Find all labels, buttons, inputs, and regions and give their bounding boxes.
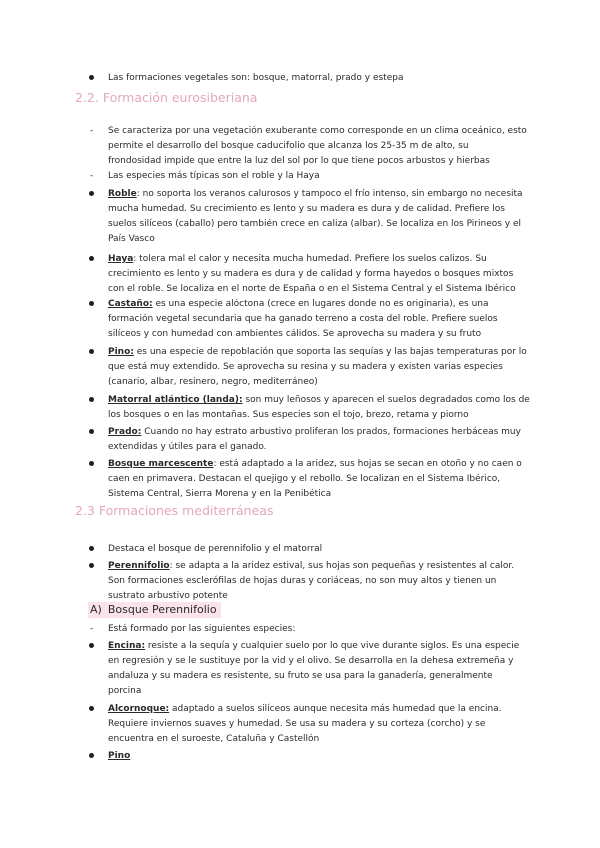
pino-term: Pino: [108,347,134,357]
alcornoque-term: Alcornoque: [108,704,170,714]
castano-text: es una especie alóctona (crece en lugares donde no es originaria), es una [152,299,489,309]
marcescente-term: Bosque marcescente [108,459,214,469]
encina-text: resiste a la sequía y cualquier suelo por lo que vive durante siglos. Es una especie [145,641,520,651]
paragraph-line: frondosidad impide que entre la luz del sol por lo que tiene pocos arbustos y hierbas [108,156,490,166]
prado-text: Cuando no hay estrato arbustivo proliferan los prados, formaciones herbáceas muy [141,427,521,437]
subsection-title: Bosque Perennifolio [107,603,217,616]
subsection-letter: A) [90,603,102,616]
bullet-icon [89,546,94,551]
haya-text: : tolera mal el calor y necesita mucha humedad. Prefiere los suelos calizos. Su [133,254,487,264]
bullet-icon [89,301,94,306]
paragraph-line: (canario, albar, resinero, negro, mediterráneo) [108,377,318,387]
bullet-icon [89,753,94,758]
dash-marker: - [90,624,94,634]
paragraph-line: sustrato arbustivo potente [108,591,228,601]
haya-term: Haya [108,254,134,264]
pino-mediterraneo-entry [108,750,130,762]
paragraph-line: extendidas y útiles para el ganado. [108,442,267,452]
paragraph-line: Son formaciones esclerófilas de hojas duras y coriáceas, no son muy altos y tienen un [108,576,497,586]
bullet-icon [89,643,94,648]
paragraph-line: País Vasco [108,234,155,244]
paragraph-line: encuentra en el suroeste, Cataluña y Castellón [108,734,320,744]
perennifolio-term: Perennifolio [108,561,170,571]
matorral-entry [108,394,530,406]
paragraph-line: en regresión y se le sustituye por la vid y el olivo. Se desarrolla en la dehesa extremeña y [108,656,514,666]
matorral-term: Matorral atlántico (landa): [108,395,243,405]
paragraph-line: Las especies más típicas son el roble y la Haya [108,171,320,181]
bullet-icon [89,706,94,711]
paragraph-line: suelos silíceos (caballo) pero también crece en caliza (albar). Se localiza en los Pirineos y el [108,219,522,229]
paragraph-line: caen en primavera. Destacan el quejigo y el rebollo. Se localizan en el Sistema Ibérico, [108,474,501,484]
bullet-icon [89,256,94,261]
bullet-icon [89,191,94,196]
pino-text: es una especie de repoblación que soporta las sequías y las bajas temperaturas por lo [133,347,527,357]
subsection-heading [88,602,221,618]
paragraph-line: permite el desarrollo del bosque caducifolio que alcanza los 25-35 m de alto, su [108,141,469,151]
pino-mediterraneo-term: Pino [108,751,131,761]
paragraph-line: Está formado por las siguientes especies: [108,624,296,634]
bullet-icon [89,75,94,80]
paragraph-line: porcina [108,686,142,696]
bullet-icon [89,397,94,402]
alcornoque-text: adaptado a suelos silíceos aunque necesita más humedad que la encina. [169,704,502,714]
paragraph-line: Requiere inviernos suaves y humedad. Se usa su madera y su corteza (corcho) y se [108,719,486,729]
castano-entry [108,298,489,310]
marcescente-text: : está adaptado a la aridez, sus hojas se secan en otoño y no caen o [213,459,522,469]
matorral-text: son muy leñosos y aparecen el suelos degradados como los de [242,395,530,405]
intro-text: Las formaciones vegetales son: bosque, matorral, prado y estepa [108,73,404,83]
dash-marker: - [90,126,94,136]
encina-entry [108,640,519,652]
roble-entry [108,188,523,200]
roble-term: Roble [108,189,137,199]
castano-term: Castaño: [108,299,153,309]
roble-text: : no soporta los veranos calurosos y tampoco el frío intenso, sin embargo no necesita [136,189,523,199]
alcornoque-entry [108,703,502,715]
destaca-text: Destaca el bosque de perennifolio y el matorral [108,544,323,554]
marcescente-entry [108,458,522,470]
prado-entry [108,426,521,438]
perennifolio-entry [108,560,514,572]
bullet-icon [89,349,94,354]
dash-marker: - [90,171,94,181]
pino-entry [108,346,527,358]
section-heading-mediterraneas: 2.3 Formaciones mediterráneas [75,503,274,518]
paragraph-line: que está muy extendido. Se aprovecha su resina y su madera y existen varias especies [108,362,503,372]
prado-term: Prado: [108,427,142,437]
encina-term: Encina: [108,641,146,651]
section-heading-eurosiberiana: 2.2. Formación eurosiberiana [75,90,258,105]
paragraph-line: los bosques o en las montañas. Sus especies son el tojo, brezo, retama y piorno [108,410,469,420]
bullet-icon [89,461,94,466]
paragraph-line: Se caracteriza por una vegetación exuberante como corresponde en un clima oceánico, esto [108,126,527,136]
paragraph-line: con el roble. Se localiza en el norte de España o en el Sistema Central y el Sistema Ibérico [108,284,516,294]
bullet-icon [89,563,94,568]
paragraph-line: andaluza y su madera es resistente, su fruto se usa para la ganadería, generalmente [108,671,493,681]
paragraph-line: formación vegetal secundaria que ha ganado terreno a costa del roble. Prefiere suelos [108,314,498,324]
paragraph-line: Sistema Central, Sierra Morena y en la Penibética [108,489,332,499]
paragraph-line: mucha humedad. Su crecimiento es lento y su madera es dura y de calidad. Prefiere los [108,204,505,214]
perennifolio-text: : se adapta a la aridez estival, sus hojas son pequeñas y resistentes al calor. [169,561,515,571]
bullet-icon [89,429,94,434]
paragraph-line: silíceos y con humedad con ambientes cálidos. Se aprovecha su madera y su fruto [108,329,482,339]
paragraph-line: crecimiento es lento y su madera es dura y de calidad y forma hayedos o bosques mixtos [108,269,514,279]
haya-entry [108,253,487,265]
